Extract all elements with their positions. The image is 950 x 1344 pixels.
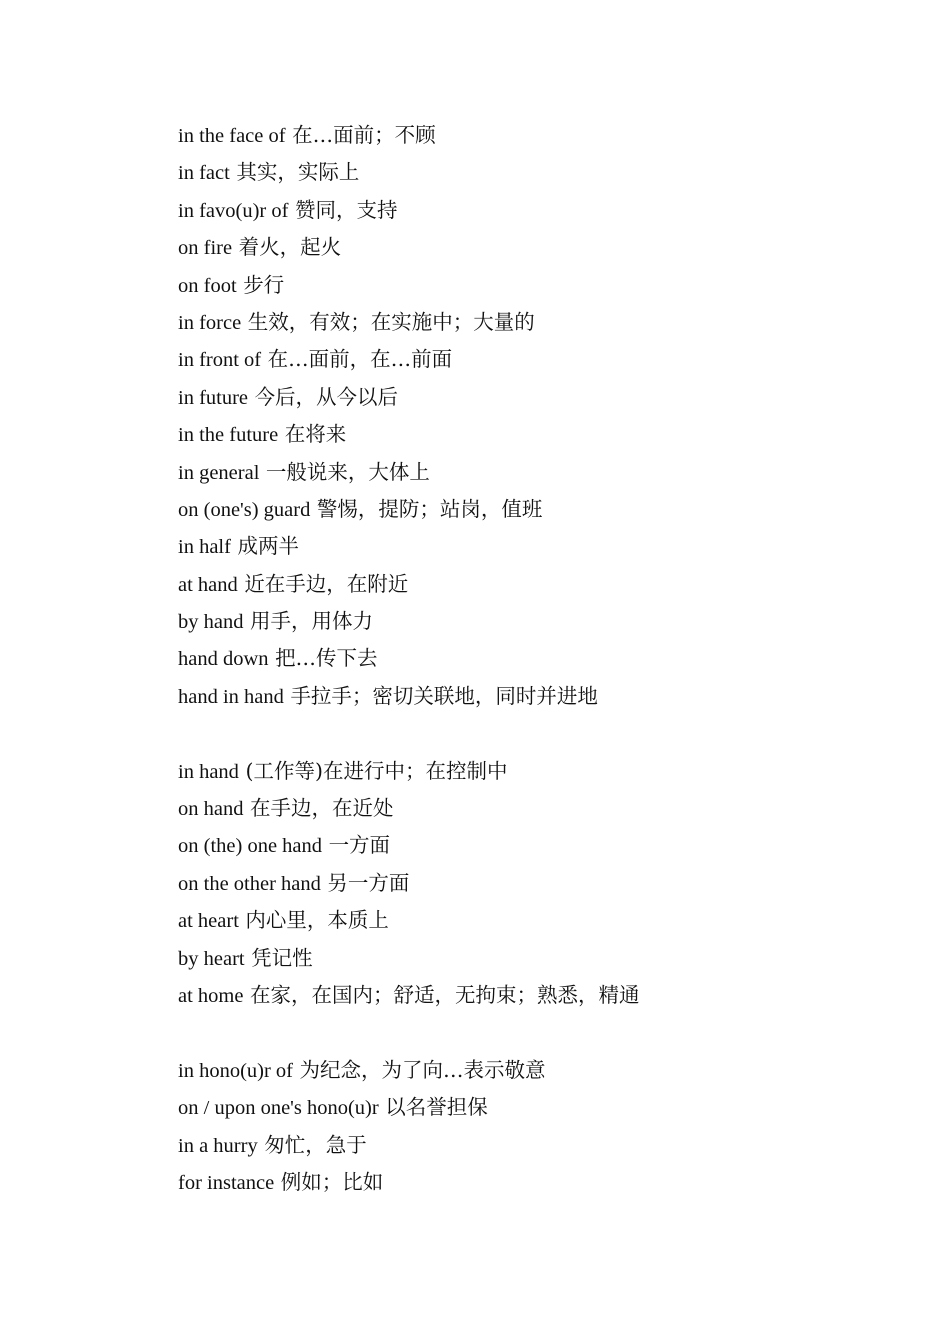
phrase-list: [178, 117, 878, 1201]
entry-meaning: 一般说来，大体上: [265, 459, 430, 484]
list-item: [178, 528, 878, 565]
entry-phrase: in the future: [178, 424, 279, 447]
entry-meaning: 其实，实际上: [236, 160, 360, 185]
entry-phrase: at hand: [178, 573, 238, 596]
entry-meaning: 例如；比如: [280, 1169, 384, 1194]
entry-meaning: 成两半: [237, 534, 299, 559]
entry-meaning: 为纪念，为了向…表示敬意: [299, 1057, 546, 1082]
list-item: [178, 192, 878, 229]
entry-phrase: on (the) one hand: [178, 835, 323, 858]
entry-meaning: 在将来: [284, 422, 347, 447]
entry-phrase: in the face of: [178, 125, 286, 147]
list-item: [178, 1089, 878, 1126]
entry-phrase: in favo(u)r of: [178, 199, 289, 222]
entry-phrase: in hono(u)r of: [178, 1059, 294, 1082]
entry-phrase: on hand: [178, 798, 244, 821]
entry-meaning: 手拉手；密切关联地，同时并进地: [290, 683, 598, 708]
entry-meaning: 把…传下去: [275, 646, 378, 671]
list-item: [178, 977, 878, 1014]
list-item: [178, 304, 878, 341]
list-item: [178, 416, 878, 453]
entry-phrase: in general: [178, 461, 260, 484]
entry-phrase: on foot: [178, 274, 237, 297]
entry-phrase: hand down: [178, 648, 269, 671]
entry-meaning: 在手边，在近处: [250, 796, 394, 821]
list-item: [178, 491, 878, 528]
list-item: [178, 640, 878, 677]
list-item: [178, 902, 878, 939]
entry-meaning: 步行: [243, 272, 285, 297]
entry-phrase: on the other hand: [178, 872, 321, 895]
entry-phrase: in hand: [178, 760, 239, 783]
list-item: [178, 341, 878, 378]
entry-meaning: 一方面: [328, 833, 391, 858]
entry-meaning: (工作等)在进行中；在控制中: [245, 758, 508, 783]
entry-phrase: on / upon one's hono(u)r: [178, 1097, 379, 1120]
entry-meaning: 在…面前；不顾: [292, 123, 436, 147]
list-item: [178, 566, 878, 603]
entry-phrase: by heart: [178, 947, 245, 970]
list-item: [178, 827, 878, 864]
entry-phrase: by hand: [178, 611, 244, 634]
list-item: [178, 379, 878, 416]
entry-meaning: 另一方面: [327, 870, 410, 895]
entry-phrase: in half: [178, 536, 231, 559]
entry-meaning: 警惕，提防；站岗，值班: [316, 496, 543, 521]
list-item: [178, 865, 878, 902]
entry-phrase: on (one's) guard: [178, 498, 311, 521]
entry-meaning: 生效，有效；在实施中；大量的: [247, 309, 535, 334]
entry-phrase: for instance: [178, 1171, 275, 1194]
entry-meaning: 赞同，支持: [294, 197, 398, 222]
entry-meaning: 用手，用体力: [250, 609, 374, 634]
list-item: [178, 603, 878, 640]
list-item: [178, 1052, 878, 1089]
list-item: [178, 1127, 878, 1164]
entry-phrase: in fact: [178, 162, 230, 185]
list-item: [178, 1164, 878, 1201]
entry-phrase: in front of: [178, 349, 262, 372]
list-item: [178, 678, 878, 715]
list-item: [178, 454, 878, 491]
entry-meaning: 着火，起火: [238, 235, 342, 260]
entry-meaning: 近在手边，在附近: [244, 571, 409, 596]
entry-phrase: in a hurry: [178, 1134, 258, 1157]
entry-phrase: at heart: [178, 910, 239, 933]
list-item: [178, 229, 878, 266]
entry-meaning: 内心里，本质上: [245, 908, 389, 933]
entry-meaning: 今后，从今以后: [254, 384, 399, 409]
entry-meaning: 匆忙，急于: [264, 1132, 367, 1157]
entry-phrase: hand in hand: [178, 685, 284, 708]
entry-phrase: in force: [178, 311, 242, 334]
list-item: [178, 940, 878, 977]
list-item: [178, 267, 878, 304]
list-item: [178, 154, 878, 191]
entry-meaning: 在…面前，在…前面: [267, 347, 453, 372]
entry-meaning: 以名誉担保: [385, 1095, 488, 1120]
list-item: [178, 753, 878, 790]
list-item: [178, 790, 878, 827]
entry-phrase: at home: [178, 984, 244, 1007]
entry-meaning: 在家，在国内；舒适，无拘束；熟悉，精通: [250, 982, 640, 1007]
entry-meaning: 凭记性: [251, 945, 313, 970]
entry-phrase: on fire: [178, 237, 233, 260]
list-item: [178, 117, 878, 154]
entry-phrase: in future: [178, 386, 249, 409]
